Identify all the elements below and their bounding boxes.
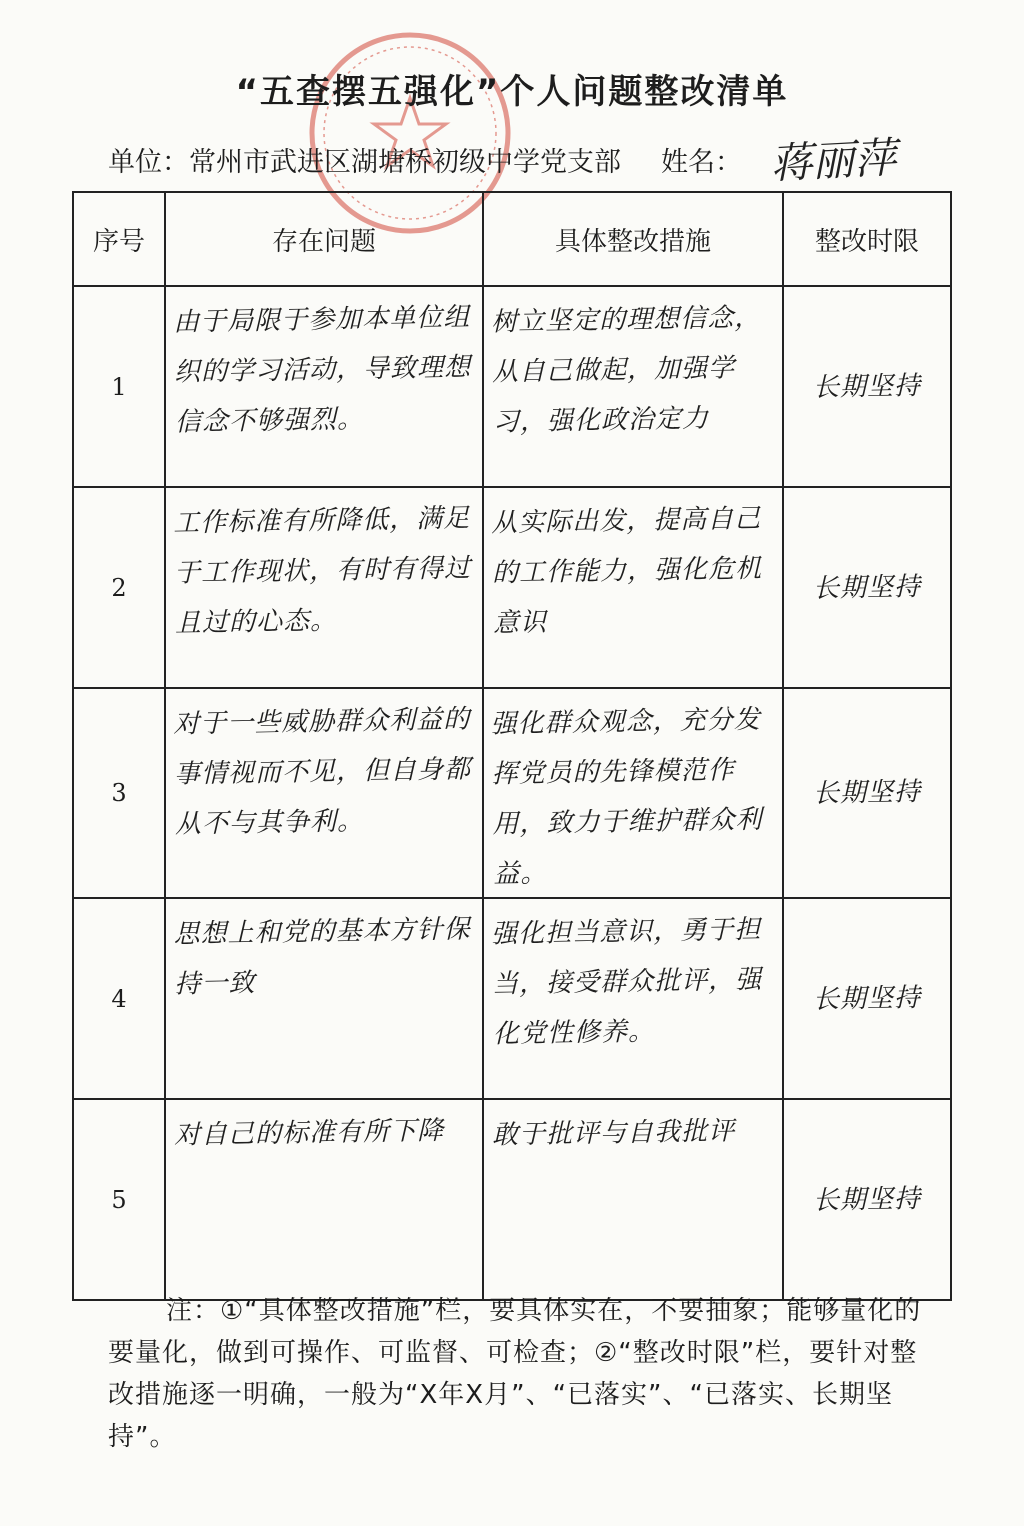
row-number: 3 bbox=[73, 688, 165, 898]
deadline-text: 长期坚持 bbox=[812, 370, 922, 403]
problem-cell bbox=[165, 898, 483, 1099]
table-row bbox=[73, 688, 951, 898]
measure-cell bbox=[483, 1099, 783, 1300]
table-header-row bbox=[73, 192, 951, 286]
handwritten-name: 蒋丽萍 bbox=[768, 132, 898, 189]
problem-text: 由于局限于参加本单位组织的学习活动，导致理想信念不够强烈。 bbox=[172, 302, 472, 438]
deadline-text: 长期坚持 bbox=[812, 777, 922, 809]
deadline-text: 长期坚持 bbox=[812, 982, 922, 1015]
measure-text: 从实际出发，提高自己的工作能力，强化危机意识 bbox=[490, 503, 763, 639]
problem-cell bbox=[165, 1099, 483, 1300]
name-label: 姓名： bbox=[661, 147, 742, 178]
deadline-text: 长期坚持 bbox=[812, 571, 922, 604]
org-line bbox=[108, 140, 742, 179]
measure-cell bbox=[483, 487, 783, 688]
measure-text: 树立坚定的理想信念，从自己做起，加强学习，强化政治定力 bbox=[490, 302, 762, 438]
unit-value: 常州市武进区湖塘桥初级中学党支部 bbox=[189, 147, 621, 178]
measure-text: 强化群众观念，充分发挥党员的先锋模范作用，致力于维护群众利益。 bbox=[490, 704, 763, 890]
table-row bbox=[73, 286, 951, 487]
problem-text: 对自己的标准有所下降 bbox=[173, 1115, 445, 1151]
row-number: 4 bbox=[73, 898, 165, 1099]
header-measure: 具体整改措施 bbox=[483, 192, 783, 286]
header-deadline: 整改时限 bbox=[783, 192, 951, 286]
footnote bbox=[108, 1290, 928, 1458]
deadline-text: 长期坚持 bbox=[812, 1183, 922, 1216]
measure-cell bbox=[483, 286, 783, 487]
problem-cell bbox=[165, 286, 483, 487]
unit-label: 单位： bbox=[108, 147, 189, 178]
deadline-cell bbox=[783, 1099, 951, 1300]
table-row bbox=[73, 487, 951, 688]
problem-cell bbox=[165, 487, 483, 688]
deadline-cell bbox=[783, 688, 951, 898]
deadline-cell bbox=[783, 898, 951, 1099]
footnote-text: 注：①“具体整改措施”栏，要具体实在，不要抽象；能够量化的要量化，做到可操作、可监督、可检查；②“整改时限”栏，要针对整改措施逐一明确，一般为“X年X月”、“已落实”、“已落实、长期坚持”。 bbox=[108, 1296, 922, 1452]
row-number: 5 bbox=[73, 1099, 165, 1300]
header-no: 序号 bbox=[73, 192, 165, 286]
problem-cell bbox=[165, 688, 483, 898]
measure-cell bbox=[483, 688, 783, 898]
problem-text: 对于一些威胁群众利益的事情视而不见，但自身都从不与其争利。 bbox=[172, 704, 472, 840]
measure-text: 敢于批评与自我批评 bbox=[491, 1116, 736, 1151]
deadline-cell bbox=[783, 286, 951, 487]
page-title: “五查摆五强化”个人问题整改清单 bbox=[235, 72, 789, 112]
problem-text: 工作标准有所降低，满足于工作现状，有时有得过且过的心态。 bbox=[172, 503, 472, 639]
measure-cell bbox=[483, 898, 783, 1099]
deadline-cell bbox=[783, 487, 951, 688]
measure-text: 强化担当意识，勇于担当，接受群众批评，强化党性修养。 bbox=[490, 914, 763, 1050]
table-row bbox=[73, 1099, 951, 1300]
row-number: 1 bbox=[73, 286, 165, 487]
rectification-table bbox=[72, 191, 952, 1301]
table-row bbox=[73, 898, 951, 1099]
problem-text: 思想上和党的基本方针保持一致 bbox=[173, 914, 471, 1000]
row-number: 2 bbox=[73, 487, 165, 688]
header-problem: 存在问题 bbox=[165, 192, 483, 286]
